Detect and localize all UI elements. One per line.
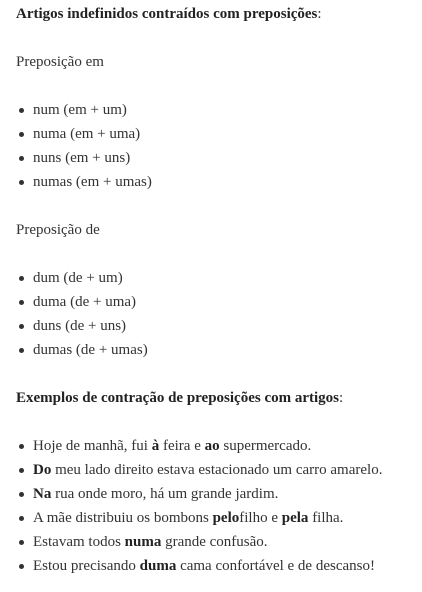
example-text: A mãe distribuiu os bombons	[33, 510, 213, 526]
example-contraction: pela	[281, 510, 309, 526]
heading-bold-text: Artigos indefinidos contraídos com preposições	[16, 6, 318, 22]
example-item	[16, 434, 382, 458]
example-text: rua onde moro, há um grande jardim.	[51, 486, 279, 502]
example-text: Hoje de manhã, fui	[33, 438, 152, 454]
example-contraction: Do	[33, 462, 52, 478]
label-preposition-em: Preposição em	[16, 54, 104, 70]
example-contraction: numa	[124, 534, 162, 550]
example-text: supermercado.	[219, 438, 312, 454]
example-item	[16, 506, 382, 530]
heading-colon: :	[339, 390, 344, 406]
example-contraction: à	[151, 438, 160, 454]
example-contraction: ao	[204, 438, 220, 454]
label-preposition-de: Preposição de	[16, 222, 100, 238]
list-item: duma (de + uma)	[16, 290, 148, 314]
list-preposition-em	[16, 98, 152, 194]
list-item: dum (de + um)	[16, 266, 148, 290]
example-item	[16, 482, 382, 506]
example-text: Estou precisando	[33, 558, 140, 574]
list-preposition-de	[16, 266, 148, 362]
list-item: num (em + um)	[16, 98, 152, 122]
example-text: Estavam todos	[33, 534, 125, 550]
list-examples	[16, 434, 382, 578]
list-item: dumas (de + umas)	[16, 338, 148, 362]
example-text: filho e	[239, 510, 282, 526]
example-text: feira e	[159, 438, 205, 454]
example-contraction: Na	[33, 486, 52, 502]
example-text: filha.	[308, 510, 344, 526]
example-contraction: pelo	[212, 510, 240, 526]
example-item	[16, 554, 382, 578]
heading-bold-text: Exemplos de contração de preposições com artigos	[16, 390, 340, 406]
list-item: numas (em + umas)	[16, 170, 152, 194]
list-item: duns (de + uns)	[16, 314, 148, 338]
list-item: nuns (em + uns)	[16, 146, 152, 170]
example-text: meu lado direito estava estacionado um carro amarelo.	[51, 462, 383, 478]
heading-colon: :	[317, 6, 322, 22]
heading-examples	[16, 386, 343, 410]
example-item	[16, 458, 382, 482]
example-text: grande confusão.	[161, 534, 268, 550]
heading-indefinite-articles	[16, 2, 322, 26]
example-text: cama confortável e de descanso!	[176, 558, 375, 574]
example-item	[16, 530, 382, 554]
example-contraction: duma	[139, 558, 177, 574]
list-item: numa (em + uma)	[16, 122, 152, 146]
